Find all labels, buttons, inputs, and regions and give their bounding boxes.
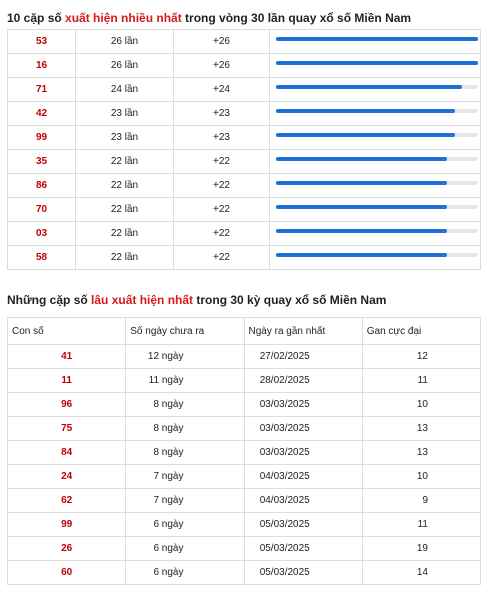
last-date: 05/03/2025 [244,537,362,561]
table-row [8,489,481,513]
pair-number[interactable]: 99 [8,126,76,150]
table-row [8,537,481,561]
occurrence-count: 23 lần [76,102,174,126]
table-row [8,513,481,537]
frequency-bar-cell [270,222,481,246]
title-highlight: xuất hiện nhiều nhất [65,11,182,25]
table-row [8,222,481,246]
table-row [8,30,481,54]
table-row [8,393,481,417]
occurrence-delta: +26 [174,30,270,54]
title-text: trong 30 kỳ quay xổ số Miền Nam [193,293,387,307]
frequency-bar-cell [270,246,481,270]
last-date: 04/03/2025 [244,489,362,513]
frequency-bar-cell [270,30,481,54]
max-gap: 11 [362,369,480,393]
last-date: 05/03/2025 [244,561,362,585]
frequency-bar-fill [276,85,462,89]
frequency-bar-cell [270,102,481,126]
frequency-bar-fill [276,37,478,41]
table-row [8,126,481,150]
header-gan-cuc-dai: Gan cực đại [362,318,480,345]
max-gap: 10 [362,393,480,417]
table-row [8,198,481,222]
frequency-bar-cell [270,150,481,174]
frequency-bar-cell [270,174,481,198]
title-text: Những cặp số [7,293,92,307]
occurrence-count: 22 lần [76,174,174,198]
table-row [8,174,481,198]
frequency-bar-fill [276,229,447,233]
table-row [8,102,481,126]
occurrence-delta: +23 [174,102,270,126]
last-date: 03/03/2025 [244,417,362,441]
occurrence-delta: +26 [174,54,270,78]
occurrence-delta: +24 [174,78,270,102]
pair-number[interactable]: 86 [8,174,76,198]
title-text: 10 cặp số [7,11,66,25]
frequency-bar-fill [276,133,455,137]
pair-number[interactable]: 60 [8,561,126,585]
max-gap: 9 [362,489,480,513]
table-row [8,465,481,489]
days-absent: 6 ngày [126,537,244,561]
pair-number[interactable]: 84 [8,441,126,465]
days-absent: 7 ngày [126,465,244,489]
pair-number[interactable]: 71 [8,78,76,102]
table-row [8,150,481,174]
occurrence-delta: +22 [174,150,270,174]
frequency-bar-track [276,157,478,161]
table-row [8,78,481,102]
frequency-bar-cell [270,126,481,150]
pair-number[interactable]: 70 [8,198,76,222]
frequency-bar-cell [270,78,481,102]
occurrence-count: 22 lần [76,198,174,222]
days-absent: 8 ngày [126,393,244,417]
pair-number[interactable]: 11 [8,369,126,393]
occurrence-count: 23 lần [76,126,174,150]
header-con-so: Con số [8,318,126,345]
frequency-bar-track [276,85,478,89]
title-highlight: lâu xuất hiện nhất [91,293,194,307]
frequency-bar-fill [276,61,478,65]
occurrence-count: 22 lần [76,150,174,174]
table-row [8,246,481,270]
days-absent: 11 ngày [126,369,244,393]
section-title-most-frequent [7,0,481,29]
occurrence-count: 22 lần [76,246,174,270]
occurrence-delta: +22 [174,174,270,198]
pair-number[interactable]: 99 [8,513,126,537]
table-row [8,561,481,585]
section-title-longest-absent [7,292,481,310]
occurrence-delta: +22 [174,198,270,222]
frequency-bar-fill [276,109,455,113]
table-row [8,345,481,369]
frequency-bar-track [276,181,478,185]
days-absent: 7 ngày [126,489,244,513]
header-so-ngay: Số ngày chưa ra [126,318,244,345]
table-row [8,441,481,465]
table-row [8,54,481,78]
occurrence-delta: +23 [174,126,270,150]
days-absent: 12 ngày [126,345,244,369]
pair-number[interactable]: 24 [8,465,126,489]
max-gap: 14 [362,561,480,585]
frequency-bar-cell [270,198,481,222]
pair-number[interactable]: 58 [8,246,76,270]
frequency-bar-track [276,37,478,41]
table-header-row [8,318,481,345]
most-frequent-table [7,29,481,270]
pair-number[interactable]: 62 [8,489,126,513]
title-text: trong vòng 30 lần quay xổ số Miền Nam [181,11,412,25]
longest-absent-table [7,317,481,585]
pair-number[interactable]: 35 [8,150,76,174]
last-date: 03/03/2025 [244,441,362,465]
pair-number[interactable]: 53 [8,30,76,54]
days-absent: 6 ngày [126,513,244,537]
table-row [8,417,481,441]
occurrence-delta: +22 [174,222,270,246]
max-gap: 11 [362,513,480,537]
pair-number[interactable]: 26 [8,537,126,561]
max-gap: 13 [362,417,480,441]
frequency-bar-cell [270,54,481,78]
last-date: 05/03/2025 [244,513,362,537]
header-ngay-gan-nhat: Ngày ra gần nhất [244,318,362,345]
last-date: 27/02/2025 [244,345,362,369]
table-row [8,369,481,393]
frequency-bar-fill [276,205,447,209]
pair-number[interactable]: 75 [8,417,126,441]
last-date: 28/02/2025 [244,369,362,393]
frequency-bar-fill [276,253,447,257]
frequency-bar-track [276,133,478,137]
frequency-bar-track [276,253,478,257]
days-absent: 8 ngày [126,441,244,465]
pair-number[interactable]: 03 [8,222,76,246]
pair-number[interactable]: 96 [8,393,126,417]
days-absent: 8 ngày [126,417,244,441]
last-date: 03/03/2025 [244,393,362,417]
frequency-bar-fill [276,157,447,161]
max-gap: 13 [362,441,480,465]
last-date: 04/03/2025 [244,465,362,489]
occurrence-count: 24 lần [76,78,174,102]
frequency-bar-track [276,205,478,209]
days-absent: 6 ngày [126,561,244,585]
pair-number[interactable]: 16 [8,54,76,78]
frequency-bar-track [276,229,478,233]
occurrence-count: 26 lần [76,30,174,54]
occurrence-count: 22 lần [76,222,174,246]
max-gap: 19 [362,537,480,561]
frequency-bar-track [276,61,478,65]
occurrence-count: 26 lần [76,54,174,78]
frequency-bar-track [276,109,478,113]
pair-number[interactable]: 42 [8,102,76,126]
pair-number[interactable]: 41 [8,345,126,369]
max-gap: 12 [362,345,480,369]
frequency-bar-fill [276,181,447,185]
occurrence-delta: +22 [174,246,270,270]
max-gap: 10 [362,465,480,489]
